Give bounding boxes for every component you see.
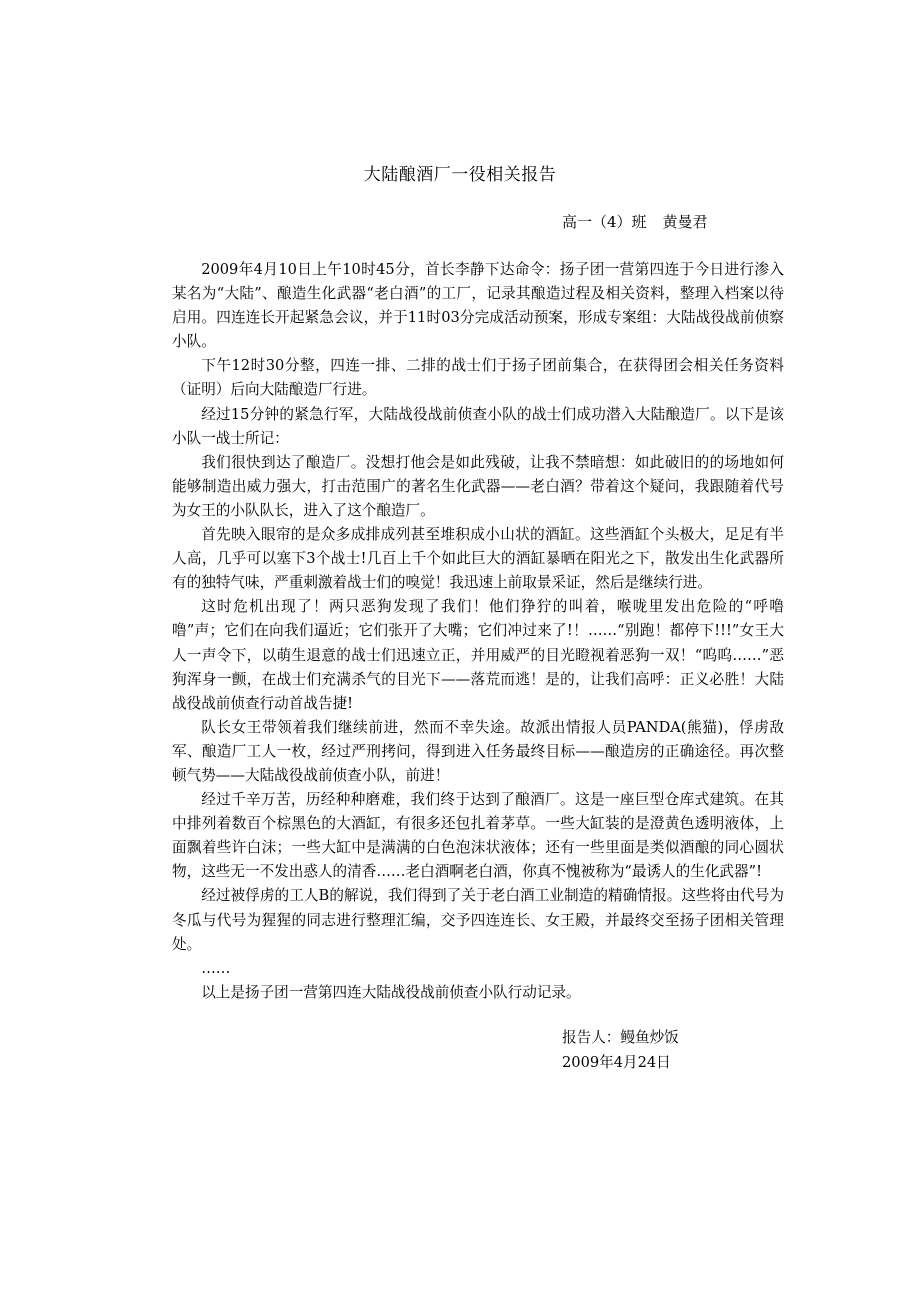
paragraph-arrival: 我们很快到达了酿造厂。没想打他会是如此残破，让我不禁暗想：如此破旧的的场地如何能够制造出威力强大，打击范围广的著名生化武器——老白酒？带着这个疑问，我跟随着代号为女王的小队队长，进入了这个酿造厂。 [172, 453, 784, 519]
paragraph-brewery: 经过千辛万苦，历经种种磨难，我们终于达到了酿酒厂。这是一座巨型仓库式建筑。在其中排列着数百个棕黑色的大酒缸，有很多还包扎着茅草。一些大缸装的是澄黄色透明液体，上面飘着些许白沫；一些大缸中是满满的白色泡沫状液体；还有一些里面是类似酒酿的同心圆状物，这些无一不发出惑人的清香……老白酒啊老白酒，你真不愧被称为“最诱人的生化武器”! [172, 791, 784, 881]
paragraph-ellipsis: …… [201, 959, 231, 977]
author-name: 黄曼君 [662, 213, 708, 231]
paragraph-intelligence: 经过被俘虏的工人B的解说，我们得到了关于老白酒工业制造的精确情报。这些将由代号为冬瓜与代号为猩猩的同志进行整理汇编，交予四连连长、女王殿，并最终交至扬子团相关管理处。 [172, 887, 784, 953]
paragraph-closing: 以上是扬子团一营第四连大陆战役战前侦查小队行动记录。 [201, 983, 581, 1001]
paragraph-panda: 队长女王带领着我们继续前进，然而不幸失途。故派出情报人员PANDA(熊猫)，俘虏敌军、酿造厂工人一枚，经过严刑拷问，得到进入任务最终目标——酿造房的正确途径。再次整顿气势——大陆战役战前侦查小队，前进！ [172, 718, 784, 784]
paragraph-wine-jars: 首先映入眼帘的是众多成排成列甚至堆积成小山状的酒缸。这些酒缸个头极大，足足有半人高，几乎可以塞下3个战士!几百上千个如此巨大的酒缸暴晒在阳光之下，散发出生化武器所有的独特气味，严重刺激着战士们的嗅觉！我迅速上前取景采证，然后是继续行进。 [172, 526, 784, 592]
paragraph-dogs: 这时危机出现了！两只恶狗发现了我们！他们狰狞的叫着，喉咙里发出危险的“呼噜噜”声；它们在向我们逼近；它们张开了大嘴；它们冲过来了!！……“别跑！都停下!!!”女王大人一声令下，以萌生退意的战士们迅速立正，并用威严的目光瞪视着恶狗一双！“呜呜……”恶狗浑身一颤，在战士们充满杀气的目光下——落荒而逃！是的，让我们高呼：正义必胜！大陆战役战前侦查行动首战告捷! [172, 598, 784, 712]
author-class: 高一（4）班 [562, 213, 647, 231]
report-date: 2009年4月24日 [562, 1053, 671, 1071]
report-body [172, 258, 784, 1005]
reporter-line: 报告人：鳗鱼炒饭 [562, 1029, 679, 1046]
paragraph-order: 2009年4月10日上午10时45分，首长李静下达命令：扬子团一营第四连于今日进行渗入某名为“大陆”、酿造生化武器“老白酒”的工厂，记录其酿造过程及相关资料，整理入档案以待启用。四连连长开起紧急会议，并于11时03分完成活动预案，形成专案组：大陆战役战前侦察小队。 [172, 261, 784, 351]
signature-block [562, 1026, 679, 1075]
paragraph-assembly: 下午12时30分整，四连一排、二排的战士们于扬子团前集合，在获得团会相关任务资料（证明）后向大陆酿造厂行进。 [172, 357, 784, 399]
paragraph-infiltration: 经过15分钟的紧急行军，大陆战役战前侦查小队的战士们成功潜入大陆酿造厂。以下是该小队一战士所记： [172, 405, 784, 447]
author-line [562, 211, 708, 232]
document-title: 大陆酿酒厂一役相关报告 [363, 165, 557, 185]
